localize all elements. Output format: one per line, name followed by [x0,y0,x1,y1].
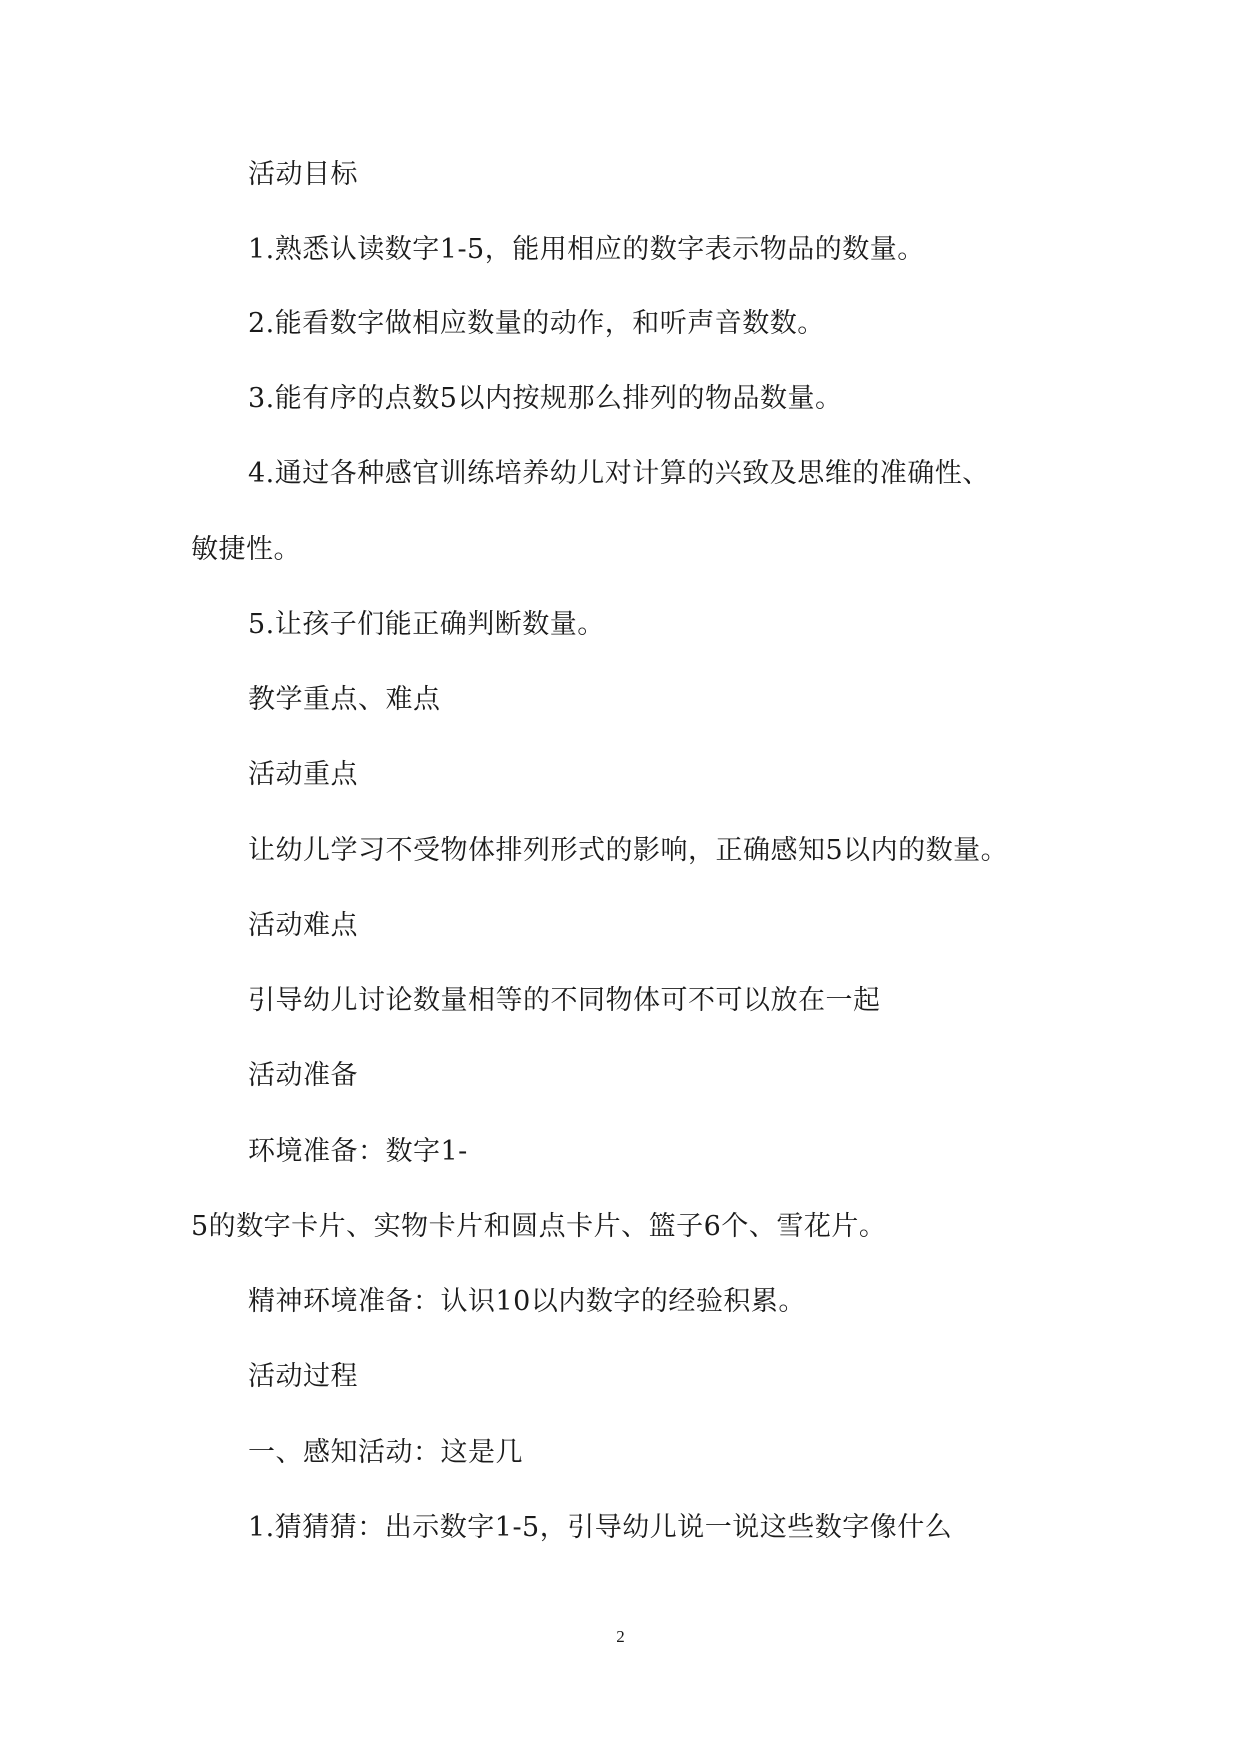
heading-activity-process: 活动过程 [248,1361,358,1392]
goal-item-1: 1.熟悉认读数字1-5，能用相应的数字表示物品的数量。 [248,234,925,265]
heading-activity-difficulty: 活动难点 [248,910,358,941]
page-number: 2 [616,1627,625,1646]
environment-preparation-continued: 5的数字卡片、实物卡片和圆点卡片、篮子6个、雪花片。 [191,1211,887,1242]
environment-preparation: 环境准备：数字1- [248,1136,468,1167]
process-step-1: 1.猜猜猜：出示数字1-5，引导幼儿说一说这些数字像什么 [248,1512,953,1543]
heading-activity-focus: 活动重点 [248,759,358,790]
goal-item-3: 3.能有序的点数5以内按规那么排列的物品数量。 [248,383,843,414]
mental-environment-preparation: 精神环境准备：认识10以内数字的经验积累。 [248,1286,806,1317]
focus-text: 让幼儿学习不受物体排列形式的影响，正确感知5以内的数量。 [248,835,1009,866]
heading-activity-goals: 活动目标 [248,159,358,190]
difficulty-text: 引导幼儿讨论数量相等的不同物体可不可以放在一起 [248,985,881,1016]
heading-activity-preparation: 活动准备 [248,1060,358,1091]
goal-item-4: 4.通过各种感官训练培养幼儿对计算的兴致及思维的准确性、 [248,458,990,489]
process-section-1: 一、感知活动：这是几 [248,1437,523,1468]
goal-item-5: 5.让孩子们能正确判断数量。 [248,609,605,640]
goal-item-2: 2.能看数字做相应数量的动作，和听声音数数。 [248,308,825,339]
heading-key-difficult-points: 教学重点、难点 [248,684,441,715]
goal-item-4-continued: 敏捷性。 [191,534,301,565]
